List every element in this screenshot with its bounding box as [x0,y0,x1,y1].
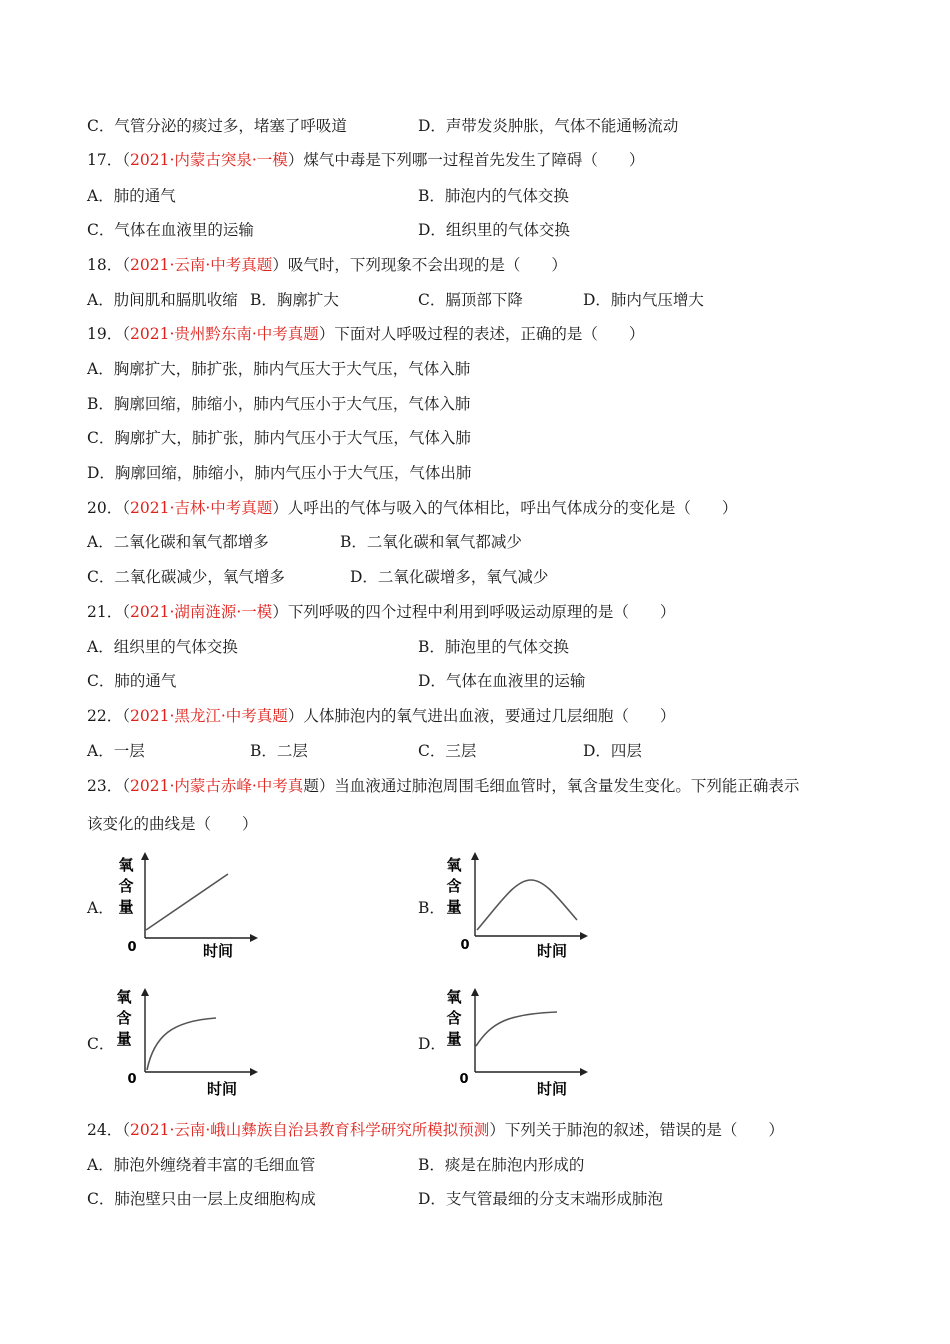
q17-option-b: B．肺泡内的气体交换 [418,187,569,205]
q18-source: 2021·云南·中考真题 [130,256,273,274]
graph-c-curve [147,1018,216,1070]
q19-stem-line [87,324,644,344]
q23-stem: 当血液通过肺泡周围毛细血管时，氧含量发生变化。下列能正确表示 [334,777,800,795]
q17-stem: 煤气中毒是下列哪一过程首先发生了障碍（ ） [303,151,645,169]
q21-option-d: D．气体在血液里的运输 [418,672,586,690]
q24-option-c: C．肺泡壁只由一层上皮细胞构成 [87,1190,316,1208]
q23-option-b: B． [418,899,445,917]
q18-source-close: ） [272,256,288,274]
q19-source-close: ） [318,325,335,343]
q16-option-c: C．气管分泌的痰过多，堵塞了呼吸道 [87,117,347,135]
graph-b-origin: 0 [460,938,470,953]
q24-option-d: D．支气管最细的分支末端形成肺泡 [418,1190,663,1208]
q24-source: 2021·云南·峨山彝族自治县教育科学研究所模拟预测 [130,1121,490,1139]
q19-option-b: B．胸廓回缩，肺缩小，肺内气压小于大气压，气体入肺 [87,395,471,413]
graph-a [110,848,270,966]
q20-number: 20． [87,499,123,517]
graph-d-ylabel-1: 氧 [446,988,462,1006]
graph-d-ylabel-3: 量 [446,1030,462,1048]
q20-option-d: D．二氧化碳增多，氧气减少 [350,568,549,586]
graph-c [110,984,270,1102]
graph-b-ylabel-3: 量 [446,898,462,916]
q24-source-open: （ [122,1121,130,1139]
graph-b-curve [477,880,577,930]
graph-c-xlabel: 时间 [206,1080,238,1098]
q20-option-a: A．二氧化碳和氧气都增多 [87,533,269,551]
q20-option-c: C．二氧化碳减少，氧气增多 [87,568,285,586]
q17-option-a: A．肺的通气 [87,187,176,205]
q22-stem: 人体肺泡内的氧气进出血液，要通过几层细胞（ ） [303,707,676,725]
q20-source-close: ） [272,499,288,517]
q22-stem-line [87,706,675,726]
graph-d-origin: 0 [459,1072,469,1087]
q18-number: 18． [87,256,123,274]
graph-d-xlabel: 时间 [536,1080,568,1098]
q22-number: 22． [87,707,123,725]
q19-source: 2021·贵州黔东南·中考真题 [130,325,319,343]
q23-source-close: 题） [303,777,335,795]
q18-stem: 吸气时，下列现象不会出现的是（ ） [287,256,567,274]
q17-source: 2021·内蒙古突泉·一模 [130,151,288,169]
q17-source-close: ） [287,151,304,169]
q17-number: 17． [87,151,123,169]
graph-b [440,848,600,966]
q24-number: 24． [87,1121,123,1139]
q22-option-b: B．二层 [250,742,308,760]
q24-source-close: ） [489,1121,505,1139]
q20-option-b: B．二氧化碳和氧气都减少 [340,533,522,551]
q19-option-a: A．胸廓扩大，肺扩张，肺内气压大于大气压，气体入肺 [87,360,471,378]
q21-number: 21． [87,603,123,621]
q17-source-open: （ [122,151,130,169]
q18-stem-line [87,255,567,275]
graph-b-ylabel-1: 氧 [446,856,462,874]
q22-source: 2021·黑龙江·中考真题 [130,707,288,725]
q21-source-close: ） [272,603,288,621]
graph-a-xlabel: 时间 [202,942,234,960]
graph-a-origin: 0 [127,940,137,955]
q23-stem-line [87,776,799,796]
q23-option-d: D． [418,1035,446,1053]
q20-source: 2021·吉林·中考真题 [130,499,273,517]
q24-option-a: A．肺泡外缠绕着丰富的毛细血管 [87,1156,316,1174]
graph-c-ylabel-2: 含 [116,1009,132,1027]
q18-option-d: D．肺内气压增大 [583,291,704,309]
q21-source-open: （ [122,603,130,621]
q21-stem: 下列呼吸的四个过程中利用到呼吸运动原理的是（ ） [287,603,676,621]
q22-option-c: C．三层 [418,742,477,760]
q21-stem-line [87,602,675,622]
q18-option-c: C．膈顶部下降 [418,291,523,309]
q20-source-open: （ [122,499,130,517]
q18-source-open: （ [122,256,130,274]
q23-option-a: A． [87,899,114,917]
graph-c-origin: 0 [127,1072,137,1087]
q17-option-d: D．组织里的气体交换 [418,221,570,239]
q20-stem: 人呼出的气体与吸入的气体相比，呼出气体成分的变化是（ ） [287,499,738,517]
q16-option-d: D．声带发炎肿胀，气体不能通畅流动 [418,117,679,135]
graph-a-ylabel-3: 量 [118,898,134,916]
q19-option-d: D．胸廓回缩，肺缩小，肺内气压小于大气压，气体出肺 [87,464,472,482]
q22-source-open: （ [122,707,130,725]
q21-source: 2021·湖南涟源·一模 [130,603,273,621]
q23-source: 2021·内蒙古赤峰·中考真 [130,777,304,795]
graph-d [440,984,600,1102]
q19-option-c: C．胸廓扩大，肺扩张，肺内气压小于大气压，气体入肺 [87,429,471,447]
q18-option-b: B．胸廓扩大 [250,291,339,309]
graph-b-ylabel-2: 含 [446,877,462,895]
q21-option-a: A．组织里的气体交换 [87,638,238,656]
graph-d-ylabel-2: 含 [446,1009,462,1027]
q23-number: 23． [87,777,123,795]
q19-source-open: （ [122,325,130,343]
graph-c-ylabel-3: 量 [116,1030,132,1048]
q21-option-b: B．肺泡里的气体交换 [418,638,569,656]
q24-stem: 下列关于肺泡的叙述，错误的是（ ） [504,1121,784,1139]
q22-option-a: A．一层 [87,742,145,760]
q23-option-c: C． [87,1035,115,1053]
q19-number: 19． [87,325,123,343]
q17-option-c: C．气体在血液里的运输 [87,221,254,239]
graph-b-xlabel: 时间 [536,942,568,960]
q20-stem-line [87,498,737,518]
graph-d-curve [476,1012,557,1046]
q17-stem-line [87,150,644,170]
graph-a-curve [146,874,228,930]
q24-option-b: B．痰是在肺泡内形成的 [418,1156,585,1174]
graph-a-ylabel-2: 含 [118,877,134,895]
q23-source-open: （ [122,777,130,795]
q22-source-close: ） [287,707,304,725]
q18-option-a: A．肋间肌和膈肌收缩 [87,291,238,309]
q21-option-c: C．肺的通气 [87,672,177,690]
q22-option-d: D．四层 [583,742,642,760]
graph-a-ylabel-1: 氧 [118,856,134,874]
q24-stem-line [87,1120,784,1140]
graph-c-ylabel-1: 氧 [116,988,132,1006]
q23-stem-continued: 该变化的曲线是（ ） [87,815,258,833]
q19-stem: 下面对人呼吸过程的表述，正确的是（ ） [334,325,645,343]
